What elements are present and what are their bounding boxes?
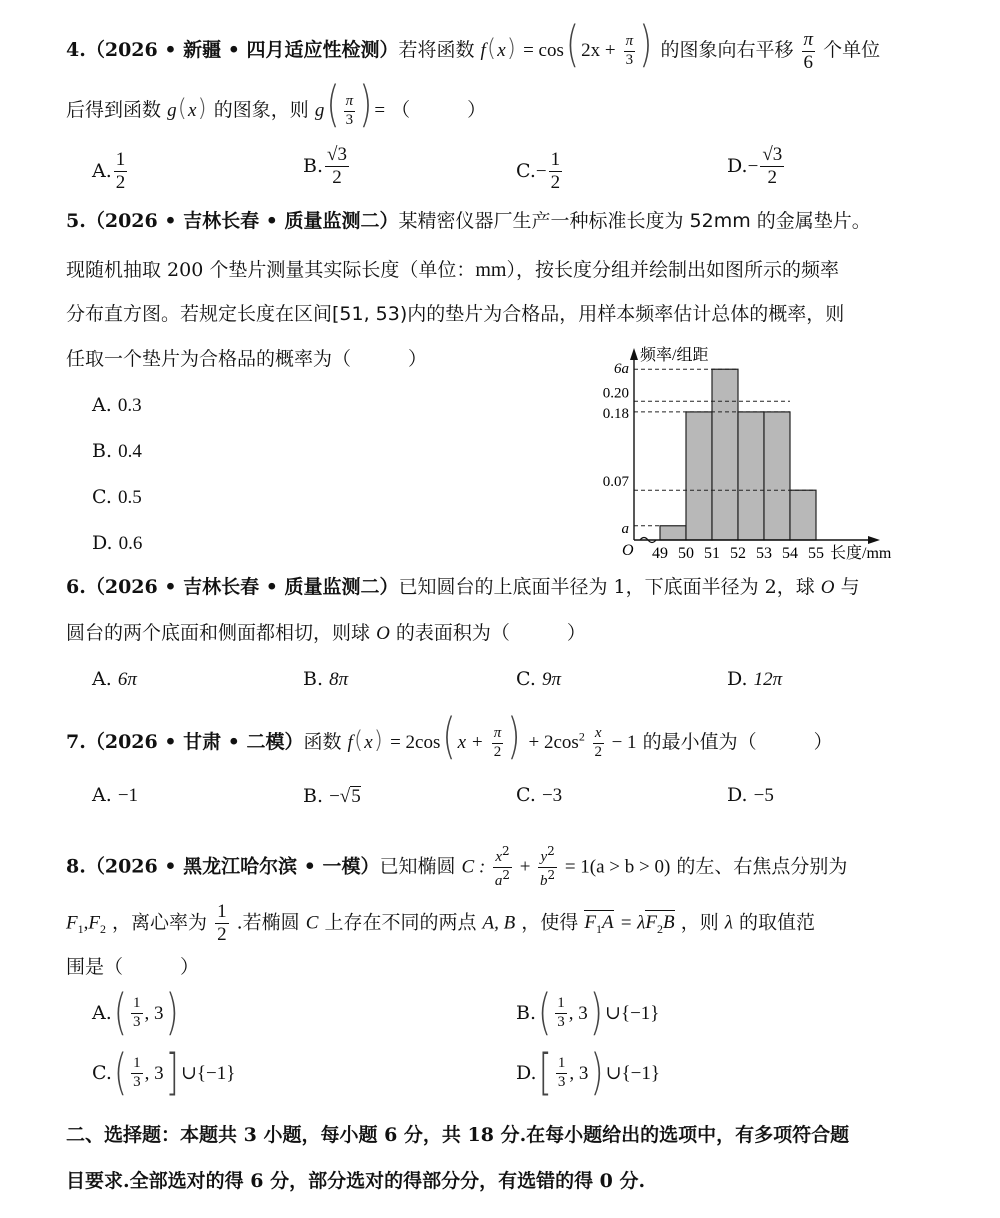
x-axis-label: 长度/mm [830,545,892,562]
q4-option-c: C. − $\frac{1}{2}$ [516,149,561,193]
x-tick-label: 52 [730,545,746,562]
q4-option-d: D. − $\frac{√3}{2}$ [727,144,783,188]
q6-number: 6. [66,576,86,598]
histogram-bar [712,369,738,540]
q4-eq: = cos [523,40,564,61]
q5-option-c: C. 0.5 [92,486,142,508]
q4-option-b: B. $\frac{√3}{2}$ [303,144,347,188]
q4-func-f: f [480,40,486,61]
q8-option-a: A. ( $\frac{1}{3}$ , 3 ) [92,984,179,1043]
q8-line3: 围是（ ） [66,956,200,978]
q4-option-a: A. $\frac{1}{2}$ [92,149,126,193]
origin-label: O [622,542,634,559]
histogram-bar [738,412,764,540]
q4-b-frac: $\frac{√3}{2}$ [327,144,347,188]
q6-source: （2026 • 吉林长春 • 质量监测二） [85,576,399,598]
q6-line2: 圆台的两个底面和侧面都相切，则球 O 的表面积为（ ） [66,622,586,644]
q5-source: （2026 • 吉林长春 • 质量监测二） [85,210,399,232]
x-tick-label: 50 [678,545,694,562]
q4-text-shift: 的图象向右平移 [660,39,794,61]
q4-c-frac: $\frac{1}{2}$ [550,149,561,193]
q7-pi-over-2: $\frac{\pi}{2}$ [493,724,502,760]
q4-func-g: g [167,100,177,121]
q6-option-a: A. 6π [92,668,137,690]
q6-option-b: B. 8π [303,668,349,690]
q7-line1: 7.（2026 • 甘肃 • 二模）函数 f(x) = 2cos( x + $\frac{\pi}{2}$ ) + $2\cos^2$ $\frac{x}{2}$ − 1 的最小值为（ ） [66,708,833,766]
q4-text-then: 的图象，则 [213,99,309,121]
x-tick-label: 53 [756,545,772,562]
q7-option-a: A. −1 [92,784,139,806]
x-tick-label: 51 [704,545,720,562]
q8-one-half: $\frac{1}{2}$ [217,901,227,945]
q8-line1: 8.（2026 • 黑龙江哈尔滨 • 一模）已知椭圆 C : $\frac{x^2}{a^2}$ + $\frac{y^2}{b^2}$ = 1(a > b > 0) 的左、右焦点分别为 [66,844,848,889]
q4-a-frac: $\frac{1}{2}$ [115,149,126,193]
q8-y2-over-b2: $\frac{y^2}{b^2}$ [540,844,556,889]
q4-number: 4. [66,39,86,61]
q4-text-unit: 个单位 [823,39,881,61]
y-axis-label: 频率/组距 [640,347,709,364]
section2-line1: 二、选择题：本题共 3 小题，每小题 6 分，共 18 分.在每小题给出的选项中，有多项符合题 [66,1124,850,1146]
q4-d-frac: $\frac{√3}{2}$ [762,144,783,188]
section2-line2: 目要求.全部选对的得 6 分，部分选对的得部分分，有选错的得 0 分. [66,1170,646,1192]
q8-source: （2026 • 黑龙江哈尔滨 • 一模） [85,855,380,878]
y-tick-label: 6a [614,361,629,378]
q4-source: （2026 • 新疆 • 四月适应性检测） [85,39,399,61]
q8-x2-over-a2: $\frac{x^2}{a^2}$ [494,844,511,889]
q5-line4: 任取一个垫片为合格品的概率为（ ） [66,348,428,370]
q5-line1: 5.（2026 • 吉林长春 • 质量监测二）某精密仪器厂生产一种标准长度为 52mm 的金属垫片。 [66,210,871,232]
q8-number: 8. [66,855,86,878]
q7-source: （2026 • 甘肃 • 二模） [85,731,304,753]
histogram-bar [660,526,686,540]
q5-interval: [51, 53) [332,303,408,325]
q5-option-a: A. 0.3 [92,394,142,416]
q4-pi-over-3: $\frac{\pi}{3}$ [625,32,634,68]
x-tick-label: 49 [652,545,668,562]
q6-line1: 6.（2026 • 吉林长春 • 质量监测二）已知圆台的上底面半径为 1，下底面半径为 2，球 O 与 [66,576,860,598]
histogram-bar [764,412,790,540]
y-tick-label: 0.18 [602,405,629,422]
q5-line2: 现随机抽取 200 个垫片测量其实际长度（单位：mm），按长度分组并绘制出如图所示的频率 [66,259,839,281]
q4-pi-over-6: $\frac{\pi}{6}$ [803,28,814,73]
y-tick-label: 0.07 [602,474,629,491]
q7-number: 7. [66,731,86,753]
q5-number: 5. [66,210,86,232]
q6-option-d: D. 12π [727,668,783,690]
q8-vector-f1a: $F_1A$ [584,912,614,937]
q5-option-b: B. 0.4 [92,440,142,462]
histogram-bar [686,412,712,540]
q8-line2: $F_1,F_2$ ，离心率为 $\frac{1}{2}$ .若椭圆 C 上存在不同的两点 A, B ，使得 $F_1A = \lambda F_2B$ ，则 λ 的取值范 [66,901,816,945]
q8-option-b: B. ( $\frac{1}{3}$ , 3 ) ∪ {−1} [516,984,660,1043]
q4-line2: 后得到函数 g(x) 的图象，则 g( $\frac{\pi}{3}$ ) = （ ） [66,76,487,134]
x-axis-arrow [868,536,880,544]
q5-line3: 分布直方图。若规定长度在区间[51, 53)内的垫片为合格品，用样本频率估计总体的概率，则 [66,303,845,325]
q7-option-c: C. −3 [516,784,563,806]
q8-option-d: D. [ $\frac{1}{3}$ , 3 ) ∪ {−1} [516,1044,661,1103]
y-tick-label: a [621,520,629,537]
y-tick-label: 0.20 [602,385,629,402]
q4-line1: 4.（2026 • 新疆 • 四月适应性检测）若将函数 f(x) = cos( 2x + $\frac{\pi}{3}$ ) 的图象向右平移 $\frac{\pi}{6}$ 个单位 [66,15,881,74]
q4-text: 若将函数 [398,39,475,61]
frequency-histogram [600,340,920,570]
q5-standard-length: 52mm [689,210,751,232]
q6-option-c: C. 9π [516,668,561,690]
q4-line2-text: 后得到函数 [66,99,162,121]
histogram-bar [790,490,816,540]
q4-arg: 2x + [581,40,616,61]
q8-option-c: C. ( $\frac{1}{3}$ , 3 ] ∪ {−1} [92,1044,236,1103]
q4-blank: （ ） [391,99,487,121]
q7-option-b: B. − √ 5 [303,784,361,807]
q5-option-d: D. 0.6 [92,532,143,554]
q4-pi-over-3b: $\frac{\pi}{3}$ [345,92,354,128]
q8-vector-f2b: $F_2B$ [645,912,675,937]
x-tick-label: 54 [782,545,798,562]
q4-var-x: x [497,40,506,61]
q7-option-d: D. −5 [727,784,774,806]
q7-x-over-2: $\frac{x}{2}$ [594,724,602,760]
x-tick-label: 55 [808,545,824,562]
y-axis-arrow [630,348,638,360]
